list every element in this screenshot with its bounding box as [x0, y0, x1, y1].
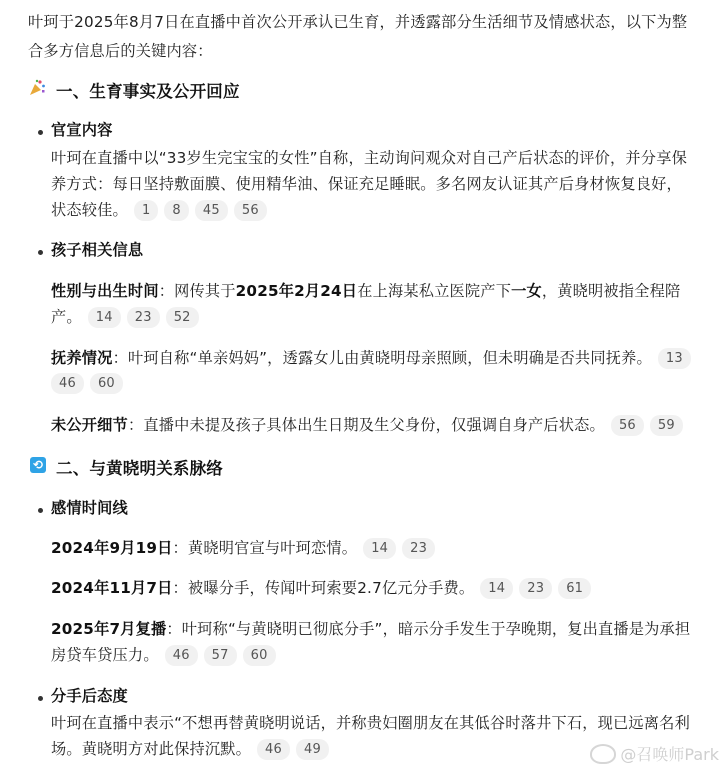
after-line-2 — [51, 738, 329, 760]
timeline-event-2 — [51, 577, 591, 599]
citation-badge[interactable]: 14 — [363, 538, 396, 559]
gender-line-1 — [51, 280, 680, 301]
raising-line-2 — [45, 373, 123, 394]
gender-text-3: ，黄晓明被指全程陪 — [541, 282, 681, 300]
citation-badge[interactable]: 23 — [402, 538, 435, 559]
event-text: 房贷车贷压力。 — [51, 646, 159, 664]
event-text: ：被曝分手，传闻叶珂索要2.7亿元分手费。 — [172, 579, 475, 597]
timeline-heading: 感情时间线 — [51, 499, 128, 517]
event-text: ：叶珂称“与黄晓明已彻底分手”，暗示分手发生于孕晚期，复出直播是为承担 — [166, 620, 691, 638]
gender-date: 2025年2月24日 — [235, 282, 358, 300]
raising-text: ：叶珂自称“单亲妈妈”，透露女儿由黄晓明母亲照顾，但未明确是否共同抚养。 — [112, 349, 652, 367]
party-popper-icon — [28, 79, 46, 97]
event-date: 2025年7月复播 — [51, 620, 167, 638]
timeline-event-3 — [51, 618, 690, 639]
gender-girl: 一女 — [511, 282, 542, 300]
citation-badge[interactable]: 56 — [234, 200, 267, 221]
citation-badge[interactable]: 52 — [166, 307, 199, 328]
bullet — [38, 696, 43, 701]
raising-line-1 — [51, 347, 691, 369]
official-line-2: 养方式：每日坚持敷面膜、使用精华油、保证充足睡眠。多名网友认证其产后身材恢复良好， — [51, 175, 682, 193]
bullet — [38, 508, 43, 513]
event-text: ：黄晓明官宣与叶珂恋情。 — [172, 539, 358, 557]
citation-badge[interactable]: 14 — [88, 307, 121, 328]
gender-text-2: 在上海某私立医院产下 — [357, 282, 512, 300]
intro-line-1: 叶珂于2025年8月7日在直播中首次公开承认已生育，并透露部分生活细节及情感状态，以下为整 — [28, 13, 688, 31]
citation-badge[interactable]: 23 — [519, 578, 552, 599]
citation-badge[interactable]: 61 — [558, 578, 591, 599]
undisclosed-text: ：直播中未提及孩子具体出生日期及生父身份，仅强调自身产后状态。 — [127, 416, 605, 434]
weibo-icon — [590, 744, 616, 764]
citation-badge[interactable]: 57 — [204, 645, 237, 666]
bullet — [38, 250, 43, 255]
official-heading: 官宣内容 — [51, 121, 113, 139]
gender-label: 性别与出生时间 — [51, 282, 159, 300]
bullet — [38, 130, 43, 135]
repeat-icon: ⟲ — [30, 457, 46, 473]
citation-badge[interactable]: 46 — [51, 373, 84, 394]
official-line-1: 叶珂在直播中以“33岁生完宝宝的女性”自称，主动询问观众对自己产后状态的评价，并分享保 — [51, 149, 687, 167]
event-date: 2024年11月7日 — [51, 579, 173, 597]
citation-badge[interactable]: 23 — [127, 307, 160, 328]
after-line-1: 叶珂在直播中表示“不想再替黄晓明说话，并称贵妇圈朋友在其低谷时落井下石，现已远离名利 — [51, 714, 690, 732]
undisclosed-line — [51, 414, 683, 436]
timeline-event-1 — [51, 537, 435, 559]
citation-badge[interactable]: 45 — [195, 200, 228, 221]
citation-badge[interactable]: 49 — [296, 739, 329, 760]
official-line-3-text: 状态较佳。 — [51, 201, 128, 219]
timeline-event-3-line-2 — [51, 644, 276, 666]
after-heading: 分手后态度 — [51, 687, 128, 705]
citation-badge[interactable]: 59 — [650, 415, 683, 436]
citation-badge[interactable]: 14 — [480, 578, 513, 599]
official-line-3 — [51, 199, 267, 221]
watermark-text: @召唤师Park — [620, 745, 719, 764]
after-line-2-text: 场。黄晓明方对此保持沉默。 — [51, 740, 252, 758]
citation-badge[interactable]: 56 — [611, 415, 644, 436]
citation-badge[interactable]: 60 — [243, 645, 276, 666]
citation-badge[interactable]: 8 — [164, 200, 188, 221]
intro-line-2: 合多方信息后的关键内容： — [28, 42, 213, 60]
section2-title: 二、与黄晓明关系脉络 — [56, 459, 223, 478]
raising-label: 抚养情况 — [51, 349, 113, 367]
gender-text-1: ：网传其于 — [158, 282, 236, 300]
citation-badge[interactable]: 46 — [257, 739, 290, 760]
section1-title: 一、生育事实及公开回应 — [56, 82, 240, 101]
gender-line-2-text: 产。 — [51, 308, 82, 326]
citation-badge[interactable]: 1 — [134, 200, 158, 221]
watermark — [590, 742, 719, 765]
child-heading: 孩子相关信息 — [51, 241, 144, 259]
event-date: 2024年9月19日 — [51, 539, 173, 557]
citation-badge[interactable]: 13 — [658, 348, 691, 369]
gender-line-2 — [51, 306, 199, 328]
undisclosed-label: 未公开细节 — [51, 416, 128, 434]
citation-badge[interactable]: 46 — [165, 645, 198, 666]
citation-badge[interactable]: 60 — [90, 373, 123, 394]
